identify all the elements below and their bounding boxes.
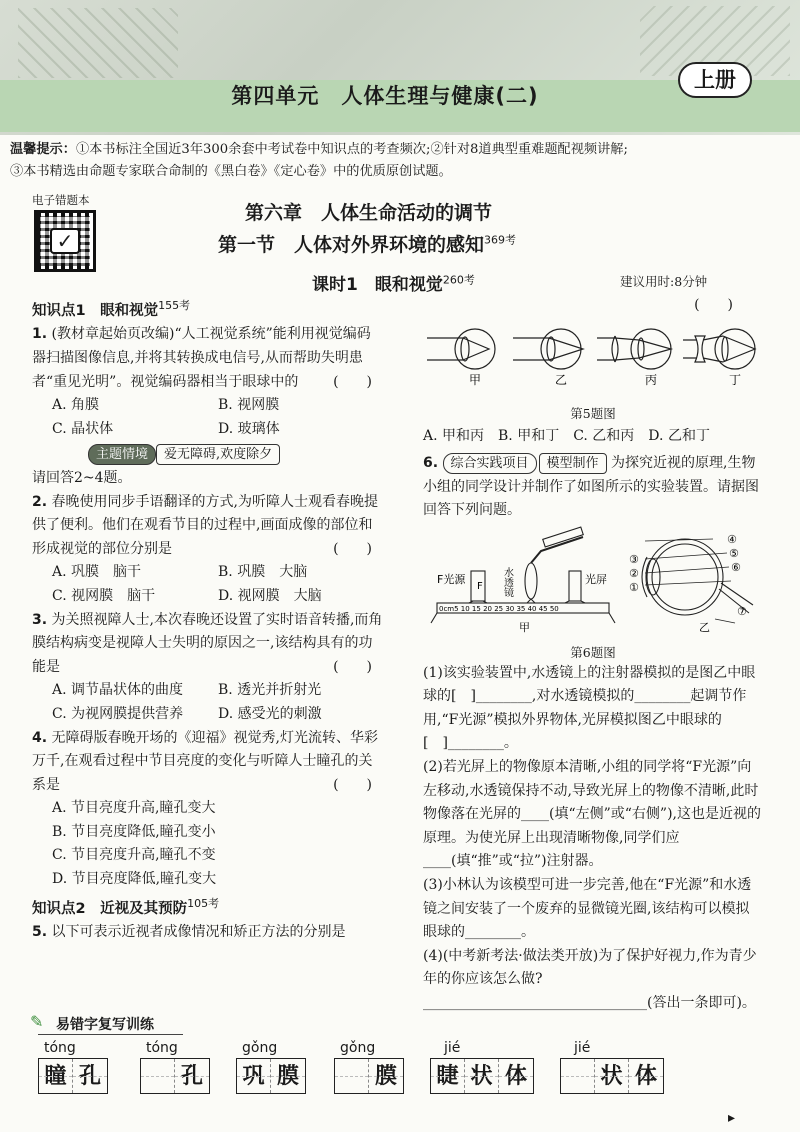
question-2	[32, 491, 384, 609]
question-5-stem	[32, 921, 384, 945]
qr-label: 电子错题本	[32, 193, 90, 207]
tips-block	[10, 139, 790, 183]
q5-label-bing: 丙	[644, 373, 658, 387]
unit-title: 第四单元 人体生理与健康(二)	[231, 84, 539, 108]
section-title-text: 第一节 人体对外界环境的感知	[218, 234, 485, 256]
q4-number: 4.	[32, 729, 48, 746]
option-c[interactable]: C. 晶状体	[52, 420, 114, 437]
pinyin: gǒng	[340, 1040, 376, 1056]
option-a[interactable]: A. 节目亮度升高,瞳孔变大	[52, 800, 216, 817]
q3-stem: 为关照视障人士,本次春晚还设置了实时语音转播,而角膜结构病变是视障人士失明的原因之一,该结构具有的功能是	[32, 611, 383, 675]
q5-options[interactable]: A. 甲和丙 B. 甲和丁 C. 乙和丙 D. 乙和丁	[423, 427, 710, 444]
option-c[interactable]: C. 视网膜 脑干	[52, 587, 156, 604]
q1-options	[32, 394, 384, 441]
writing-cell[interactable]: 睫	[431, 1059, 465, 1093]
marker-3: ③	[629, 552, 639, 566]
option-c[interactable]: C. 节目亮度升高,瞳孔不变	[52, 847, 216, 864]
syringe	[531, 537, 583, 563]
writing-cell[interactable]: 孔	[73, 1059, 107, 1093]
eye-diagram-bing	[597, 329, 671, 369]
marker-2: ②	[629, 566, 639, 580]
option-a[interactable]: A. 调节晶状体的曲度	[52, 682, 184, 699]
marker-4: ④	[727, 532, 737, 546]
marker-5: ⑤	[729, 546, 739, 560]
knowledge-point-1	[32, 294, 384, 323]
writing-cell[interactable]: 状	[465, 1059, 499, 1093]
theme-tag: 主题情境	[88, 444, 156, 465]
writing-cell[interactable]	[561, 1059, 595, 1093]
q6-figure	[423, 523, 763, 635]
answer-bracket[interactable]: ( )	[333, 540, 372, 557]
marker-1: ①	[629, 580, 639, 594]
writing-cell[interactable]: 孔	[175, 1059, 209, 1093]
option-b[interactable]: B. 巩膜 大脑	[218, 564, 308, 581]
q6-part-2[interactable]: (2)若光屏上的物像原本清晰,小组的同学将“F光源”向左移动,水透镜保持不动,导致光屏上的物像不清晰,此时物像落在光屏的____(填“左侧”或“右侧”),这也是近视的原理。为使光屏上出现清晰物像,同学们应____(填“推”或“拉”)注射器。	[423, 758, 762, 870]
writing-group-3	[236, 1040, 306, 1094]
page-corner-mark: ▸	[728, 1110, 736, 1126]
light-screen	[569, 571, 581, 601]
q6-tag-project: 综合实践项目	[443, 453, 537, 474]
pencil-icon: ✎	[30, 1012, 44, 1031]
answer-bracket[interactable]: ( )	[333, 373, 372, 390]
question-3	[32, 609, 384, 727]
suggested-time: 建议用时:8分钟	[620, 274, 708, 289]
theme-intro: 请回答2~4题。	[32, 469, 132, 486]
eye-diagram-jia	[427, 329, 495, 369]
option-b[interactable]: B. 视网膜	[218, 397, 280, 414]
tips-label: 温馨提示：	[10, 142, 76, 157]
pinyin: tóng	[44, 1040, 76, 1056]
pinyin: gǒng	[242, 1040, 278, 1056]
writing-group-5	[430, 1040, 534, 1094]
writing-group-4	[334, 1040, 404, 1094]
screen-label: 光屏	[585, 572, 607, 586]
writing-cell[interactable]: 瞳	[39, 1059, 73, 1093]
q6-part-3[interactable]: (3)小林认为该模型可进一步完善,他在“F光源”和水透镜之间安装了一个废弃的显微镜光圈,该结构可以模拟眼球的________。	[423, 876, 752, 941]
right-column	[423, 294, 763, 1015]
option-d[interactable]: D. 感受光的刺激	[218, 705, 322, 722]
question-1	[32, 323, 384, 441]
answer-bracket[interactable]: ( )	[694, 297, 733, 313]
q4-options	[32, 797, 384, 891]
kp2-frequency: 105考	[187, 896, 220, 910]
q6-tag-model: 模型制作	[539, 453, 607, 474]
banner-decoration	[18, 8, 178, 78]
writing-cell[interactable]: 体	[499, 1059, 533, 1093]
lesson-title-text: 课时1 眼和视觉	[312, 275, 443, 295]
q5-bracket-row	[423, 294, 763, 318]
water-lens	[525, 563, 537, 599]
q6-caption: 第6题图	[570, 644, 616, 660]
section-title	[218, 230, 516, 257]
chapter-title: 第六章 人体生命活动的调节	[245, 202, 493, 224]
q2-number: 2.	[32, 493, 48, 510]
pinyin: tóng	[146, 1040, 178, 1056]
q5-label-ding: 丁	[728, 373, 742, 387]
fig-label-jia: 甲	[519, 620, 530, 634]
tips-line-1: ①本书标注全国近3年300余套中考试卷中知识点的考查频次;②针对8道典型重难题配视频讲解;	[75, 142, 628, 157]
kp1-frequency: 155考	[158, 299, 191, 312]
q5-label-jia: 甲	[468, 373, 482, 387]
writing-cell[interactable]: 状	[595, 1059, 629, 1093]
writing-cell[interactable]: 巩	[237, 1059, 271, 1093]
f-letter: F	[477, 580, 483, 592]
option-d[interactable]: D. 玻璃体	[218, 420, 280, 437]
q1-number: 1.	[32, 326, 48, 343]
writing-group-1	[38, 1040, 108, 1094]
volume-badge: 上册	[678, 62, 752, 98]
theme-banner	[32, 443, 384, 467]
writing-cell[interactable]: 膜	[369, 1059, 403, 1093]
q2-options	[32, 561, 384, 608]
q3-options	[32, 679, 384, 726]
question-6	[423, 452, 763, 523]
q6-intro: 为探究近视的原理,生物小组的同学设计并制作了如图所示的实验装置。请据图回答下列问题。	[423, 455, 759, 519]
option-d[interactable]: D. 节目亮度降低,瞳孔变大	[52, 871, 217, 888]
marker-7: ⑦	[737, 604, 747, 618]
q6-part-4[interactable]: (4)(中考新考法·做法类开放)为了保护好视力,作为青少年的你应该怎么做?________________________________(答出一条即可)。	[423, 947, 757, 1011]
question-4	[32, 727, 384, 892]
answer-bracket[interactable]: ( )	[333, 658, 372, 675]
q4-stem: 无障碍版春晚开场的《迎福》视觉秀,灯光流转、华彩万千,在观看过程中节目亮度的变化与听障人士瞳孔的关系是	[32, 729, 378, 793]
option-b[interactable]: B. 透光并折射光	[218, 682, 322, 699]
theme-text: 爱无障碍,欢度除夕	[156, 444, 280, 465]
option-a[interactable]: A. 巩膜 脑干	[52, 564, 142, 581]
answer-bracket[interactable]: ( )	[333, 776, 372, 793]
ruler-ticks: 0cm5 10 15 20 25 30 35 40 45 50	[439, 604, 559, 613]
q2-stem: 春晚使用同步手语翻译的方式,为听障人士观看春晚提供了便利。他们在观看节目的过程中,画面成像的部位和形成视觉的部位分别是	[32, 493, 378, 557]
q5-stem: 以下可表示近视者成像情况和矫正方法的分别是	[51, 924, 346, 941]
writing-group-6	[560, 1040, 664, 1094]
checkmark-icon: ✓	[50, 228, 80, 254]
section-frequency: 369考	[484, 233, 517, 247]
q6-part-1[interactable]: (1)该实验装置中,水透镜上的注射器模拟的是图乙中眼球的[ ]________,对水透镜模拟的________起调节作用,“F光源”模拟外界物体,光屏模拟图乙中眼球的[ ]________。	[423, 664, 756, 752]
lens-label: 水透镜	[501, 566, 513, 597]
option-d[interactable]: D. 视网膜 大脑	[218, 587, 322, 604]
pinyin: jié	[574, 1040, 591, 1056]
writing-cell[interactable]: 膜	[271, 1059, 305, 1093]
q5-figure	[423, 318, 763, 396]
left-column	[32, 294, 384, 945]
kp2-title: 知识点2 近视及其预防	[32, 900, 188, 917]
writing-cell[interactable]: 体	[629, 1059, 663, 1093]
option-a[interactable]: A. 角膜	[52, 397, 100, 414]
marker-6: ⑥	[731, 560, 741, 574]
kp1-title: 知识点1 眼和视觉	[32, 302, 159, 319]
writing-cell[interactable]	[141, 1059, 175, 1093]
q6-number: 6.	[423, 455, 439, 472]
q5-number: 5.	[32, 924, 48, 941]
option-b[interactable]: B. 节目亮度降低,瞳孔变小	[52, 823, 216, 840]
q3-number: 3.	[32, 611, 48, 628]
lesson-title	[312, 270, 475, 295]
writing-group-2	[140, 1040, 210, 1094]
pinyin: jié	[444, 1040, 461, 1056]
q1-stem: (教材章起始页改编)“人工视觉系统”能利用视觉编码器扫描图像信息,并将其转换成电信号,从而帮助失明患者“重见光明”。视觉编码器相当于眼球中的	[32, 326, 371, 390]
knowledge-point-2	[32, 892, 384, 921]
q5-label-yi: 乙	[554, 373, 568, 387]
eye-diagram-yi	[513, 329, 583, 369]
f-source-label: F光源	[437, 572, 466, 586]
review-title: 易错字复写训练	[38, 1014, 183, 1035]
fig-label-yi: 乙	[699, 620, 710, 634]
eye-diagram-ding	[683, 329, 755, 369]
q5-caption: 第5题图	[570, 405, 616, 421]
option-c[interactable]: C. 为视网膜提供营养	[52, 705, 184, 722]
tips-line-2: ③本书精选由命题专家联合命制的《黑白卷》《定心卷》中的优质原创试题。	[10, 164, 452, 179]
writing-cell[interactable]	[335, 1059, 369, 1093]
lesson-frequency: 260考	[442, 273, 475, 287]
